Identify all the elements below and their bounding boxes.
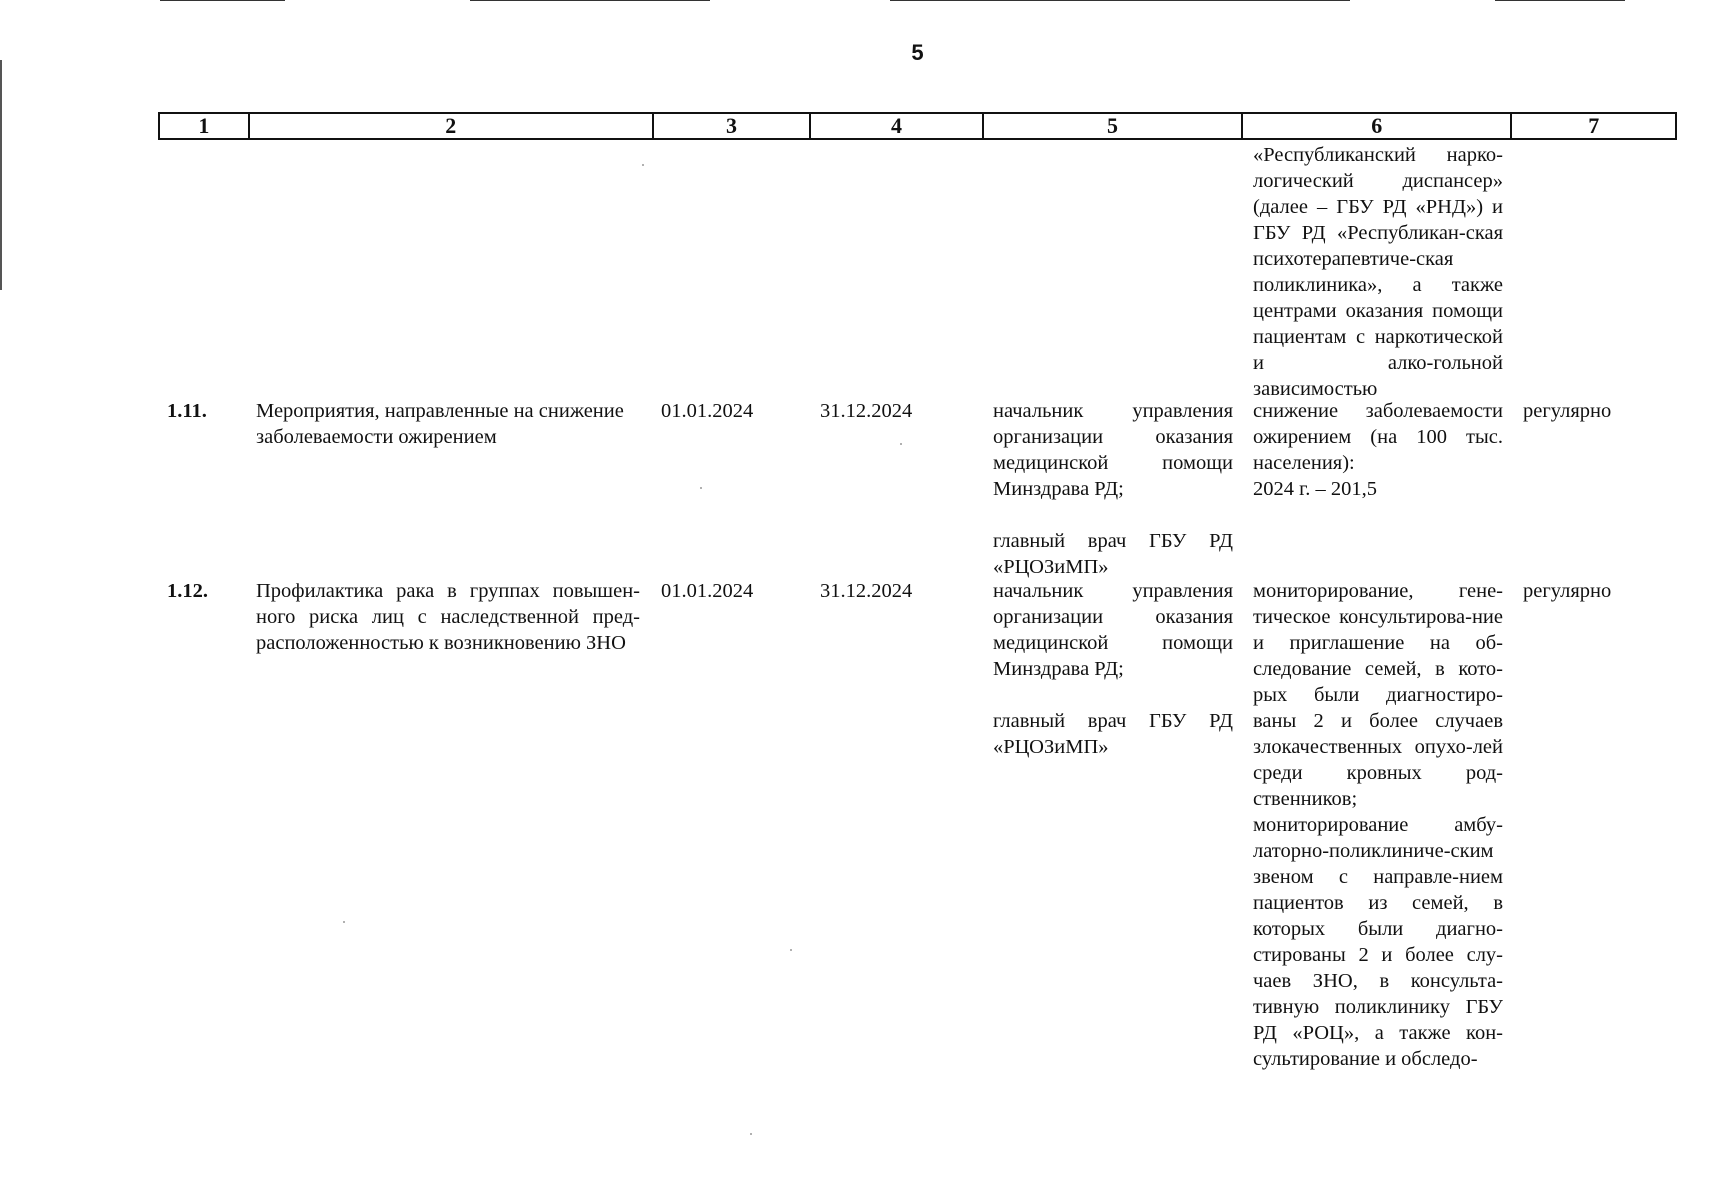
scan-artifact-line: [890, 0, 1350, 1]
scan-speck: [750, 1133, 752, 1135]
scan-speck: [343, 921, 345, 923]
start-date: 01.01.2024: [661, 580, 754, 602]
scan-artifact-line: [1495, 0, 1625, 1]
continuation-result-text: «Республиканский нарко-логический диспансер» (далее – ГБУ РД «РНД») и ГБУ РД «Республикан-ская психотерапевтиче-ская поликлиника», а также центрами оказания помощи пациентам с наркотической и алко-гольной зависимостью: [1253, 144, 1503, 400]
expected-result: снижение заболеваемости ожирением (на 100 тыс. населения):: [1253, 400, 1503, 474]
column-header: 6: [1243, 114, 1512, 138]
row-number: 1.11.: [167, 400, 207, 422]
result-cell: [1253, 398, 1503, 502]
column-header: 1: [160, 114, 250, 138]
column-header: 5: [984, 114, 1243, 138]
measure-name: Мероприятия, направленные на снижение заболеваемости ожирением: [256, 400, 624, 448]
responsible-person: главный врач ГБУ РД «РЦОЗиМП»: [993, 710, 1233, 758]
column-header: 2: [250, 114, 654, 138]
scan-speck: [790, 949, 792, 951]
page-number: 5: [911, 40, 924, 65]
scan-artifact-line: [160, 0, 285, 1]
responsible-person: начальник управления организации оказания медицинской помощи Минздрава РД;: [993, 400, 1233, 500]
frequency: регулярно: [1523, 400, 1612, 422]
column-header: 3: [654, 114, 812, 138]
scan-speck: [900, 443, 902, 445]
responsible-cell: [993, 578, 1233, 760]
end-date: 31.12.2024: [820, 580, 913, 602]
expected-result-value: 2024 г. – 201,5: [1253, 478, 1377, 500]
scan-speck: [700, 487, 702, 489]
column-header: 7: [1588, 113, 1600, 138]
end-date: 31.12.2024: [820, 400, 913, 422]
expected-result: мониторирование, гене-тическое консультирова-ние и приглашение на об-следование семей, в кото-рых были диагностиро-ваны 2 и более случаев злокачественных опухо-лей среди кровных род-ственников; мониторирование амбу-латорно-поликлиниче-ским звеном с направле-нием пациентов из семей, в которых были диагно-стированы 2 и более слу-чаев ЗНО, в консульта-тивную поликлинику ГБУ РД «РОЦ», а также кон-сультирование и обследо-: [1253, 580, 1503, 1070]
frequency: регулярно: [1523, 580, 1612, 602]
responsible-person: начальник управления организации оказания медицинской помощи Минздрава РД;: [993, 580, 1233, 680]
column-header-row: [158, 112, 1677, 140]
row-number: 1.12.: [167, 580, 208, 602]
measure-name: Профилактика рака в группах повышен-ного риска лиц с наследственной пред-расположенностью к возникновению ЗНО: [256, 580, 640, 654]
column-header: 4: [811, 114, 984, 138]
responsible-cell: [993, 398, 1233, 580]
start-date: 01.01.2024: [661, 400, 754, 422]
scan-speck: [642, 164, 644, 166]
scan-margin-rule: [0, 60, 2, 290]
responsible-person: главный врач ГБУ РД «РЦОЗиМП»: [993, 530, 1233, 578]
scan-artifact-line: [470, 0, 710, 1]
